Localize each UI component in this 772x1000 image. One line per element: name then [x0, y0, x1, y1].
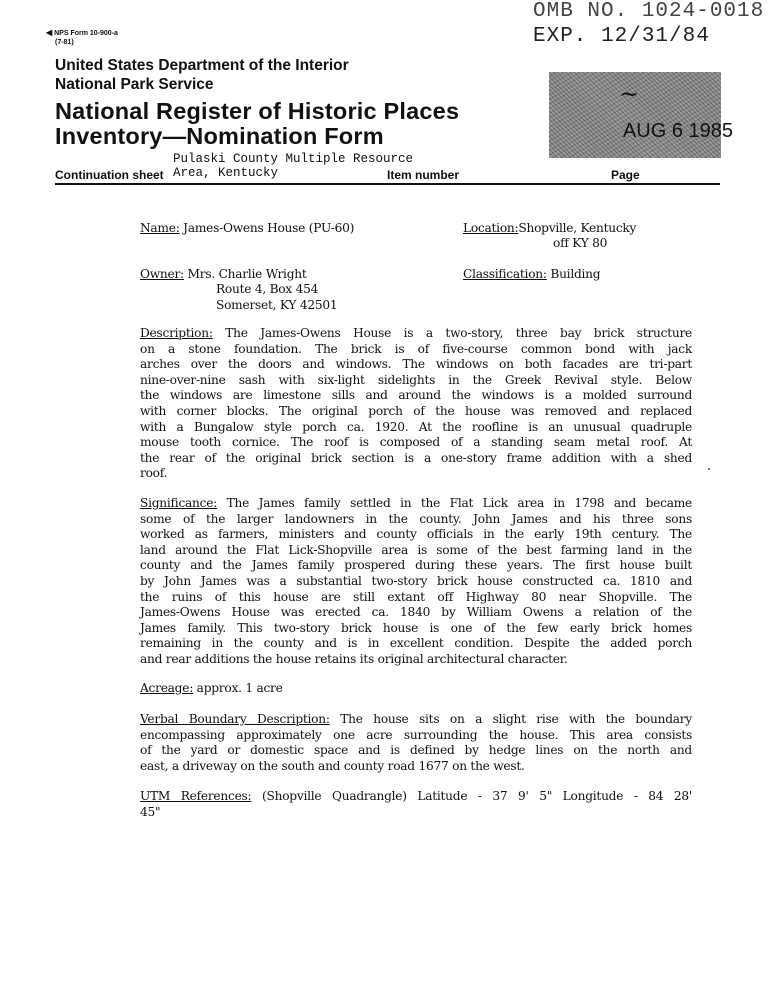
form-number: NPS Form 10-900-a	[54, 30, 118, 37]
classification-label: Classification:	[463, 267, 547, 281]
verbal-boundary-line: encompassing approximately one acre surrounding the house. This area consists	[140, 727, 692, 742]
significance-line: The James family settled in the Flat Lick area in 1798 and became	[217, 496, 692, 510]
significance-paragraph	[140, 496, 692, 668]
scan-speck	[708, 468, 710, 470]
name-value: James-Owens House (PU-60)	[179, 221, 355, 235]
department-name: United States Department of the Interior	[55, 57, 349, 74]
acreage-field	[140, 681, 283, 697]
utm-line: 45"	[140, 804, 161, 819]
classification-field	[463, 267, 600, 283]
verbal-boundary-line: The house sits on a slight rise with the boundary	[329, 712, 692, 726]
classification-value: Building	[546, 267, 601, 281]
utm-label: UTM References:	[140, 789, 252, 803]
significance-label: Significance:	[140, 496, 218, 510]
acreage-label: Acreage:	[140, 681, 194, 695]
form-title-line2: Inventory—Nomination Form	[55, 123, 384, 149]
verbal-boundary-paragraph	[140, 712, 692, 774]
owner-label: Owner:	[140, 267, 184, 281]
significance-line: remaining in the county and is in excellent condition. Despite the added porch	[140, 636, 692, 651]
name-field	[140, 221, 354, 237]
description-line: mouse tooth cornice. The roof is composed of a standing seam metal roof. At	[140, 435, 692, 450]
omb-number: OMB NO. 1024-0018	[533, 0, 765, 23]
location-field	[463, 221, 636, 237]
description-line: the rear of the original brick section is a one-story frame addition with a shed	[140, 450, 692, 465]
location-value: Shopville, Kentucky	[518, 221, 637, 235]
significance-line: James family. This two-story brick house is one of the few early brick homes	[140, 620, 692, 635]
acreage-value: approx. 1 acre	[193, 681, 283, 695]
form-date: (7-81)	[55, 39, 74, 46]
description-line: on a stone foundation. The brick is of five-course common bond with jack	[140, 341, 692, 356]
stamp-signature: ~	[619, 80, 640, 108]
description-label: Description:	[140, 326, 213, 340]
description-line: The James-Owens House is a two-story, three bay brick structure	[212, 326, 692, 340]
description-line: nine-over-nine sash with six-light sidelights in the Greek Revival style. Below	[140, 372, 692, 387]
significance-line: James-Owens House was erected ca. 1840 by William Owens a relation of the	[140, 605, 692, 620]
name-label: Name:	[140, 221, 180, 235]
continuation-sheet-label: Continuation sheet	[55, 168, 164, 182]
verbal-boundary-line: east, a driveway on the south and county road 1677 on the west.	[140, 758, 525, 773]
significance-line: by John James was a substantial two-story brick house constructed ca. 1810 and	[140, 573, 692, 588]
description-line: the windows are limestone sills and around the windows is a molded surround	[140, 388, 692, 403]
owner-address-line2: Somerset, KY 42501	[216, 297, 338, 312]
location-value-line2: off KY 80	[553, 236, 608, 250]
significance-line: county and the James family prospered during these years. The first house built	[140, 558, 692, 573]
page-label: Page	[611, 168, 640, 182]
owner-value: Mrs. Charlie Wright	[183, 267, 307, 281]
form-title-line1: National Register of Historic Places	[55, 98, 460, 124]
area-line1: Pulaski County Multiple Resource	[173, 152, 414, 166]
verbal-boundary-line: of the yard or domestic space and is defined by hedge lines on the north and	[140, 743, 692, 758]
header-rule	[55, 183, 720, 185]
form-id	[46, 28, 118, 47]
expiration-date: EXP. 12/31/84	[533, 25, 710, 48]
item-number-label: Item number	[387, 168, 460, 182]
utm-paragraph	[140, 789, 692, 820]
significance-line: and rear additions the house retains its original architectural character.	[140, 651, 568, 666]
significance-line: land around the Flat Lick-Shopville area is some of the best farming land in the	[140, 542, 692, 557]
owner-address	[216, 282, 337, 313]
location-label: Location:	[463, 221, 519, 235]
significance-line: worked as farmers, ministers and county officials in the early 19th century. The	[140, 527, 692, 542]
utm-line: (Shopville Quadrangle) Latitude - 37 9' 5" Longitude - 84 28'	[251, 789, 692, 803]
stamp-date: AUG 6 1985	[622, 120, 733, 142]
received-stamp	[549, 72, 733, 158]
description-line: with corner blocks. The original porch of the house was removed and replaced	[140, 403, 692, 418]
description-line: roof.	[140, 466, 168, 481]
area-line2: Area, Kentucky	[173, 166, 279, 180]
verbal-boundary-label: Verbal Boundary Description:	[140, 712, 330, 726]
significance-line: some of the larger landowners in the county. John James and his three sons	[140, 511, 692, 526]
owner-address-line1: Route 4, Box 454	[216, 282, 319, 296]
description-paragraph	[140, 326, 692, 482]
arrow-icon: ◀	[46, 28, 53, 37]
description-line: arches over the doors and windows. The windows on both facades are tri-part	[140, 357, 692, 372]
significance-line: the ruins of this house are still extant off Highway 80 near Shopville. The	[140, 589, 692, 604]
service-name: National Park Service	[55, 76, 214, 93]
description-line: with a Bungalow style porch ca. 1920. At the roofline is an unusual quadruple	[140, 419, 692, 434]
owner-field	[140, 267, 307, 283]
